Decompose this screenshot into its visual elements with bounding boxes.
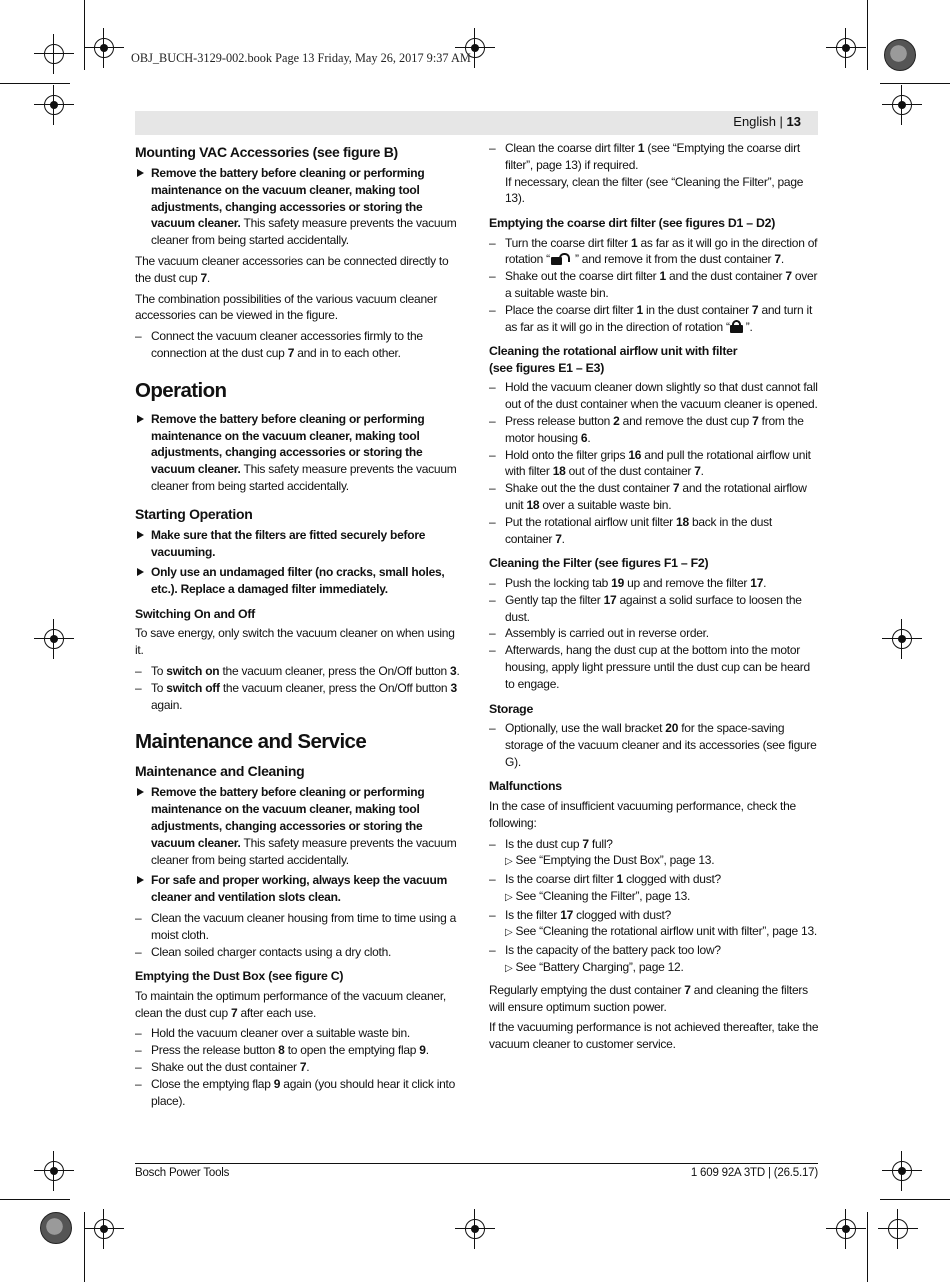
list-item: – Shake out the coarse dirt filter 1 and the dust container 7 over a suitable waste bin. (489, 269, 818, 301)
list-item: – Press the release button 8 to open the emptying flap 9. (135, 1043, 429, 1058)
registration-mark-icon (40, 40, 68, 68)
list-item: – Push the locking tab 19 up and remove the filter 17. (489, 575, 767, 590)
crop-line (0, 83, 70, 84)
list-item: – Shake out the the dust container 7 and the rotational airflow unit 18 over a suitable waste bin. (489, 481, 807, 513)
footer-doc-number: 1 609 92A 3TD | (26.5.17) (690, 1167, 818, 1179)
safety-warning: For safe and proper working, always keep the vacuum cleaner and ventilation slots clean. (135, 872, 465, 906)
safety-warning (135, 411, 465, 495)
subheading-rotational: Cleaning the rotational airflow unit with filter (see figures E1 – E3) (489, 344, 738, 375)
list-item: – Connect the vacuum cleaner accessories firmly to the connection at the dust cup 7 and in to each other. (135, 329, 423, 360)
crop-line (84, 1212, 85, 1282)
warning-triangle-icon (137, 415, 144, 423)
dash-list (489, 575, 819, 693)
footer-brand: Bosch Power Tools (135, 1167, 230, 1179)
list-item: – Optionally, use the wall bracket 20 for the space-saving storage of the vacuum cleaner and its accessories (see figure G). (489, 721, 817, 769)
crop-line (880, 83, 950, 84)
section-heading-mounting: Mounting VAC Accessories (see figure B) (135, 144, 398, 160)
warning-triangle-icon (137, 169, 144, 177)
dash-list (135, 663, 465, 713)
warning-triangle-icon (137, 788, 144, 796)
registration-mark-icon (832, 34, 860, 62)
list-item: – To switch on the vacuum cleaner, press the On/Off button 3. (135, 664, 460, 679)
subheading-switching: Switching On and Off (135, 606, 256, 621)
subheading-coarse: Emptying the coarse dirt filter (see figures D1 – D2) (489, 216, 776, 231)
dash-list (489, 235, 819, 336)
list-item: – Assembly is carried out in reverse order. (489, 626, 709, 641)
list-item: – Hold the vacuum cleaner down slightly so that dust cannot fall out of the dust container when the vacuum cleaner is opened. (489, 380, 818, 412)
section-heading-starting: Starting Operation (135, 505, 253, 522)
dash-list (489, 379, 819, 547)
see-arrow-icon: ▷ (505, 856, 513, 868)
color-disc-icon (40, 1212, 72, 1244)
color-disc-icon (884, 39, 916, 71)
registration-mark-icon (40, 625, 68, 653)
left-column (135, 140, 465, 1113)
warning-triangle-icon (137, 876, 144, 884)
warning-bold-text: Remove the battery before cleaning or performing maintenance on the vacuum cleaner, making tool adjustments, changing accessories or storing the vacuum cleaner. (151, 411, 425, 477)
dash-list (489, 836, 819, 978)
paragraph: Regularly emptying the dust container 7 and cleaning the filters will ensure optimum suction power. (489, 982, 808, 1014)
page-header-text (733, 114, 801, 129)
see-arrow-icon: ▷ (505, 927, 513, 939)
dash-list (489, 140, 819, 207)
crop-line (84, 0, 85, 70)
list-item: – Is the capacity of the battery pack too low? ▷ See “Battery Charging”, page 12. (489, 943, 721, 975)
crop-line (0, 1199, 70, 1200)
list-item: – Clean soiled charger contacts using a dry cloth. (135, 944, 392, 959)
list-item: – Is the dust cup 7 full? ▷ See “Emptying the Dust Box”, page 13. (489, 836, 715, 868)
paragraph: To maintain the optimum performance of the vacuum cleaner, clean the dust cup 7 after each use. (135, 988, 446, 1020)
see-arrow-icon: ▷ (505, 891, 513, 903)
warning-triangle-icon (137, 531, 144, 539)
section-heading-cleaning: Maintenance and Cleaning (135, 763, 305, 780)
registration-mark-icon (888, 91, 916, 119)
subheading-storage: Storage (489, 701, 534, 716)
page-number: 13 (786, 114, 801, 129)
registration-mark-icon (832, 1215, 860, 1243)
paragraph: In the case of insufficient vacuuming performance, check the following: (489, 798, 796, 830)
page-header (135, 111, 818, 135)
registration-mark-icon (884, 1215, 912, 1243)
list-item: – Close the emptying flap 9 again (you should hear it click into place). (135, 1076, 456, 1108)
header-separator: | (775, 114, 787, 129)
crop-line (880, 1199, 950, 1200)
header-language: English (733, 114, 776, 129)
warning-bold-text: Remove the battery before cleaning or performing maintenance on the vacuum cleaner, making tool adjustments, changing accessories or storing the vacuum cleaner. (151, 166, 425, 231)
subheading-malfunctions: Malfunctions (489, 779, 562, 794)
crop-line (867, 0, 868, 70)
safety-warning: Make sure that the filters are fitted securely before vacuuming. (135, 527, 465, 561)
safety-warning: Only use an undamaged filter (no cracks, small holes, etc.). Replace a damaged filter immediately. (135, 564, 465, 598)
dash-list (135, 910, 465, 960)
section-heading-operation: Operation (135, 378, 227, 402)
unlock-icon (550, 253, 572, 265)
list-item: – Afterwards, hang the dust cup at the bottom into the motor housing, apply light pressure until the dust cup can be heard to engage. (489, 643, 810, 691)
registration-mark-icon (90, 34, 118, 62)
dash-list (489, 720, 819, 770)
safety-warning (135, 165, 465, 249)
paragraph: The vacuum cleaner accessories can be connected directly to the dust cup 7. (135, 253, 449, 285)
list-item: – Hold onto the filter grips 16 and pull the rotational airflow unit with filter 18 out of the dust container 7. (489, 447, 811, 479)
list-item: – Is the coarse dirt filter 1 clogged with dust? ▷ See “Cleaning the Filter”, page 13. (489, 872, 721, 903)
lock-icon (730, 320, 743, 333)
list-item: – Is the filter 17 clogged with dust? ▷ See “Cleaning the rotational airflow unit with filter”, page 13. (489, 907, 817, 939)
paragraph: If the vacuuming performance is not achieved thereafter, take the vacuum cleaner to customer service. (489, 1020, 819, 1052)
list-item: – Gently tap the filter 17 against a solid surface to loosen the dust. (489, 592, 802, 624)
safety-warning: Remove the battery before cleaning or performing maintenance on the vacuum cleaner, making tool adjustments, changing accessories or storing the vacuum cleaner. This safety measure prevents the vacuum cleaner from being started accidentally. (135, 784, 465, 868)
list-item: – Clean the vacuum cleaner housing from time to time using a moist cloth. (135, 911, 456, 942)
crop-line (867, 1212, 868, 1282)
print-slug: OBJ_BUCH-3129-002.book Page 13 Friday, May 26, 2017 9:37 AM (131, 51, 471, 65)
list-item: – To switch off the vacuum cleaner, press the On/Off button 3 again. (135, 680, 457, 712)
right-column (489, 140, 819, 1057)
list-item: – Put the rotational airflow unit filter 18 back in the dust container 7. (489, 514, 773, 546)
paragraph: The combination possibilities of the various vacuum cleaner accessories can be viewed in the figure. (135, 291, 438, 323)
subheading-dustbox: Emptying the Dust Box (see figure C) (135, 969, 344, 984)
dash-list (135, 328, 465, 362)
paragraph: To save energy, only switch the vacuum cleaner on when using it. (135, 626, 455, 658)
warning-triangle-icon (137, 568, 144, 576)
list-item: – Press release button 2 and remove the dust cup 7 from the motor housing 6. (489, 414, 804, 445)
warning-text: This safety measure prevents the vacuum cleaner from being started accidentally. (151, 216, 457, 248)
section-heading-maintenance: Maintenance and Service (135, 730, 367, 754)
registration-mark-icon (40, 1157, 68, 1185)
warning-text: This safety measure prevents the vacuum cleaner from being started accidentally. (151, 462, 457, 493)
registration-mark-icon (90, 1215, 118, 1243)
registration-mark-icon (888, 625, 916, 653)
dash-list (135, 1025, 465, 1109)
registration-mark-icon (461, 1215, 489, 1243)
registration-mark-icon (40, 91, 68, 119)
see-arrow-icon: ▷ (505, 963, 513, 975)
list-item: – Turn the coarse dirt filter 1 as far as it will go in the direction of rotation “ ” and remove it from the dust container 7. (489, 235, 818, 267)
list-item: – Hold the vacuum cleaner over a suitable waste bin. (135, 1026, 410, 1041)
footer-rule (135, 1163, 818, 1164)
subheading-filter: Cleaning the Filter (see figures F1 – F2) (489, 556, 709, 571)
list-item: – Shake out the dust container 7. (135, 1060, 310, 1075)
list-item: – Clean the coarse dirt filter 1 (see “Emptying the coarse dirt filter”, page 13) if required. If necessary, clean the filter (see “Cleaning the Filter”, page 13). (489, 141, 804, 206)
list-item: – Place the coarse dirt filter 1 in the dust container 7 and turn it as far as it will go in the direction of rotation “ ”. (489, 302, 813, 334)
registration-mark-icon (888, 1157, 916, 1185)
